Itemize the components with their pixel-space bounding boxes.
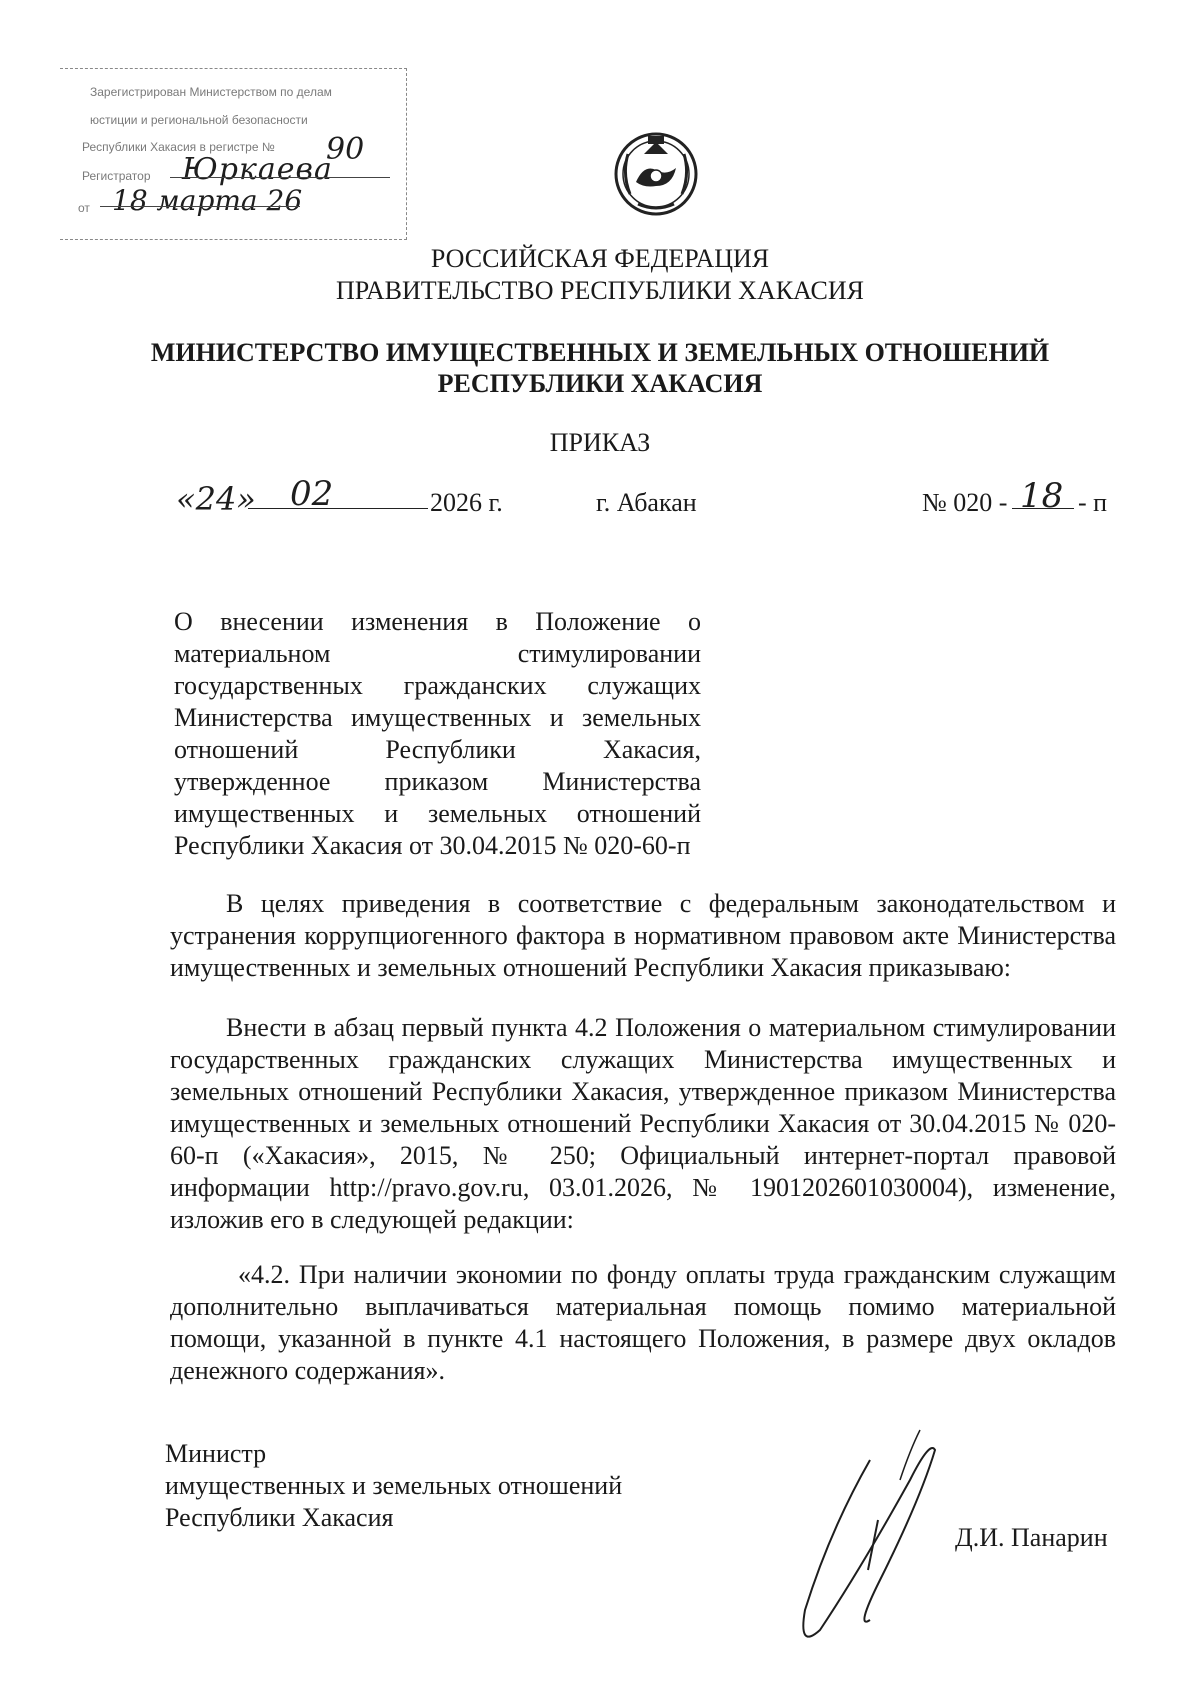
subject-line: О внесении изменения в Положение о xyxy=(174,607,701,636)
subject-line: отношений Республики Хакасия, xyxy=(174,735,701,764)
stamp-registrar-signature: Юркаева xyxy=(182,152,333,187)
stamp-registry-number: 90 xyxy=(326,132,365,167)
subject-line: Республики Хакасия от 30.04.2015 № 020-60-п xyxy=(174,831,691,860)
order-month-underline xyxy=(248,508,428,509)
amendment-text: Внести в абзац первый пункта 4.2 Положения о материальном стимулировании государственных гражданских служащих Министерства имущественных и земельных отношений Республики Хакасия, утвержденное приказом Министерства имущественных и земельных отношений Республики Хакасия от 30.04.2015 № 020-60-п («Хакасия», 2015, № 250; Официальный интернет-портал правовой информации http://pravo.gov.ru, 03.01.2026, № 1901202601030004), изменение, изложив его в следующей редакции: xyxy=(170,1013,1116,1234)
khakassia-coat-of-arms-icon xyxy=(608,124,704,220)
preamble-paragraph xyxy=(170,888,1116,984)
order-number-suffix: - п xyxy=(1078,488,1108,517)
new-wording-paragraph xyxy=(170,1259,1116,1387)
order-number-prefix: № 020 - xyxy=(922,488,1008,517)
preamble-text: В целях приведения в соответствие с федеральным законодательством и устранения коррупциогенного фактора в нормативном правовом акте Министерства имущественных и земельных отношений Республики Хакасия приказываю: xyxy=(170,889,1116,982)
new-wording-text: «4.2. При наличии экономии по фонду оплаты труда гражданским служащим дополнительно выплачиваться материальная помощь помимо материальной помощи, указанной в пункте 4.1 настоящего Положения, в размере двух окладов денежного содержания». xyxy=(170,1260,1116,1385)
document-type: ПРИКАЗ xyxy=(549,428,651,457)
signer-title-line3: Республики Хакасия xyxy=(165,1503,394,1532)
order-year: 2026 г. xyxy=(430,488,503,517)
amendment-paragraph xyxy=(170,1012,1116,1236)
stamp-line-5: от xyxy=(78,201,90,215)
stamp-date-underline xyxy=(100,206,300,207)
stamp-line-3: Республики Хакасия в регистре № xyxy=(82,140,275,154)
order-city: г. Абакан xyxy=(596,488,697,517)
ministry-title-line1: МИНИСТЕРСТВО ИМУЩЕСТВЕННЫХ И ЗЕМЕЛЬНЫХ ОТНОШЕНИЙ xyxy=(150,338,1050,367)
subject-line: государственных гражданских служащих xyxy=(174,671,701,700)
subject-line: материальном стимулировании xyxy=(174,639,701,668)
order-month: 02 xyxy=(290,474,334,514)
country-title: РОССИЙСКАЯ ФЕДЕРАЦИЯ xyxy=(430,244,770,273)
signer-title-line1: Министр xyxy=(165,1439,267,1468)
subject-line: Министерства имущественных и земельных xyxy=(174,703,701,732)
stamp-line-4: Регистратор xyxy=(82,169,151,183)
subject-line: утвержденное приказом Министерства xyxy=(174,767,701,796)
stamp-date: 18 марта 26 xyxy=(112,184,303,217)
stamp-registrar-underline xyxy=(170,177,390,178)
stamp-line-2: юстиции и региональной безопасности xyxy=(90,113,308,127)
order-day: «24» xyxy=(176,480,256,518)
government-title: ПРАВИТЕЛЬСТВО РЕСПУБЛИКИ ХАКАСИЯ xyxy=(336,276,864,305)
signer-name: Д.И. Панарин xyxy=(955,1523,1108,1552)
signer-title-line2: имущественных и земельных отношений xyxy=(165,1471,623,1500)
subject-line: имущественных и земельных отношений xyxy=(174,799,701,828)
order-number: 18 xyxy=(1020,476,1064,516)
stamp-line-1: Зарегистрирован Министерством по делам xyxy=(90,85,332,99)
ministry-title-line2: РЕСПУБЛИКИ ХАКАСИЯ xyxy=(437,369,763,398)
order-subject xyxy=(174,606,701,862)
